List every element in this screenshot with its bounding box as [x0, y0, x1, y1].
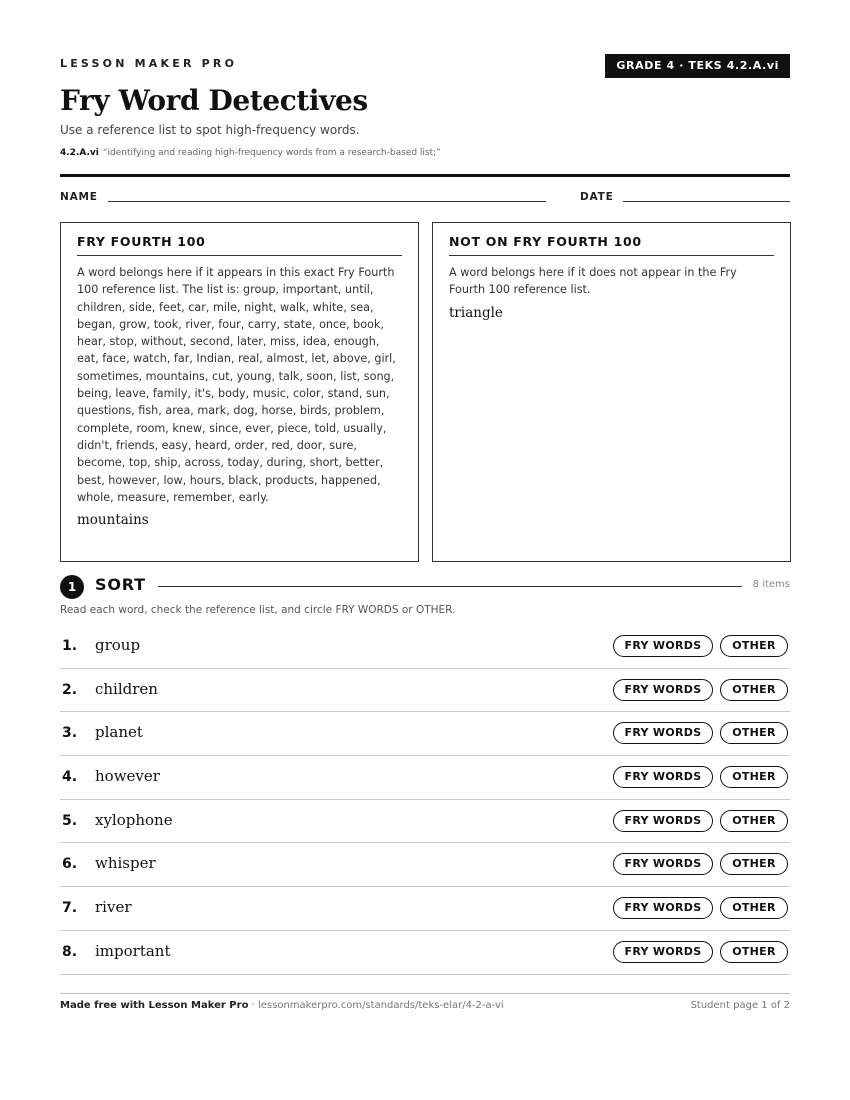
fry-category-box [60, 222, 419, 562]
other-option[interactable]: OTHER [720, 766, 788, 788]
other-category-title: NOT ON FRY FOURTH 100 [449, 234, 774, 256]
standard-reference [60, 148, 441, 158]
grade-badge: GRADE 4 · TEKS 4.2.A.vi [605, 54, 790, 78]
name-field[interactable] [108, 201, 546, 202]
item-count: 8 items [752, 579, 790, 590]
item-word: xylophone [95, 810, 173, 829]
other-option[interactable]: OTHER [720, 941, 788, 963]
item-word: important [95, 941, 171, 960]
fry-words-option[interactable]: FRY WORDS [613, 810, 713, 832]
other-option[interactable]: OTHER [720, 722, 788, 744]
other-option[interactable]: OTHER [720, 897, 788, 919]
item-number: 7. [62, 900, 78, 917]
page-number: Student page 1 of 2 [690, 1000, 790, 1011]
other-category-box [432, 222, 791, 562]
item-word: group [95, 636, 141, 654]
item-number: 6. [62, 856, 78, 873]
date-field[interactable] [623, 201, 790, 202]
item-number: 4. [62, 769, 78, 786]
sort-item [60, 625, 790, 669]
name-label: NAME [60, 191, 98, 203]
fry-words-option[interactable]: FRY WORDS [613, 941, 713, 963]
item-word: whisper [95, 854, 156, 873]
fry-category-description: A word belongs here if it appears in this exact Fry Fourth 100 reference list. The list is: group, important, until, children, side, feet, car, mile, night, walk, white, sea, began, grow, took, river, four, carry, state, once, book, hear, stop, without, second, later, miss, idea, enough, eat, face, watch, far, Indian, real, almost, let, above, girl, sometimes, mountains, cut, young, talk, soon, list, song, being, leave, family, it's, body, music, color, stand, sun, questions, fish, area, mark, dog, horse, birds, problem, complete, room, knew, since, ever, piece, told, usually, didn't, friends, easy, heard, order, red, door, sure, become, top, ship, across, today, during, short, better, best, however, low, hours, black, products, happened, whole, measure, remember, early. [77, 266, 396, 504]
sort-item [60, 887, 790, 931]
sort-instructions: Read each word, check the reference list, and circle FRY WORDS or OTHER. [60, 604, 456, 616]
fry-words-option[interactable]: FRY WORDS [613, 853, 713, 875]
sort-section-header [60, 574, 790, 598]
page-subtitle: Use a reference list to spot high-frequency words. [60, 123, 360, 137]
standard-code: 4.2.A.vi [60, 148, 99, 158]
footer-divider [60, 993, 790, 994]
brand-name: LESSON MAKER PRO [60, 57, 238, 70]
other-option[interactable]: OTHER [720, 853, 788, 875]
fry-words-option[interactable]: FRY WORDS [613, 897, 713, 919]
fry-words-option[interactable]: FRY WORDS [613, 679, 713, 701]
section-number-badge: 1 [60, 575, 84, 599]
date-label: DATE [580, 191, 614, 203]
sort-item [60, 712, 790, 756]
item-number: 1. [62, 638, 78, 654]
standard-text: “identifying and reading high-frequency words from a research-based list;” [102, 148, 441, 158]
header-divider [60, 174, 790, 177]
fry-words-option[interactable]: FRY WORDS [613, 766, 713, 788]
section-title: SORT [95, 575, 146, 594]
other-option[interactable]: OTHER [720, 635, 788, 657]
item-number: 2. [62, 681, 78, 698]
sort-item [60, 843, 790, 887]
other-option[interactable]: OTHER [720, 810, 788, 832]
sort-item [60, 931, 790, 975]
item-number: 5. [62, 812, 78, 829]
fry-words-option[interactable]: FRY WORDS [613, 722, 713, 744]
item-number: 8. [62, 943, 78, 960]
other-category-example: triangle [449, 304, 503, 321]
item-word: however [95, 767, 160, 786]
other-option[interactable]: OTHER [720, 679, 788, 701]
footer-credit [60, 1000, 504, 1011]
item-word: river [95, 898, 132, 917]
fry-words-option[interactable]: FRY WORDS [613, 635, 713, 657]
section-divider [158, 586, 742, 587]
footer-url[interactable]: · lessonmakerpro.com/standards/teks-elar/4-2-a-vi [248, 1000, 504, 1011]
fry-category-example: mountains [77, 512, 149, 529]
item-word: children [95, 679, 158, 698]
sort-item-list [60, 625, 790, 975]
page-title: Fry Word Detectives [60, 84, 368, 117]
item-word: planet [95, 723, 143, 742]
sort-item [60, 800, 790, 844]
other-category-description: A word belongs here if it does not appear in the Fry Fourth 100 reference list. [449, 266, 737, 297]
item-number: 3. [62, 725, 78, 742]
sort-item [60, 756, 790, 800]
fry-category-title: FRY FOURTH 100 [77, 234, 402, 256]
sort-item [60, 669, 790, 713]
footer-made-with: Made free with Lesson Maker Pro [60, 1000, 249, 1011]
